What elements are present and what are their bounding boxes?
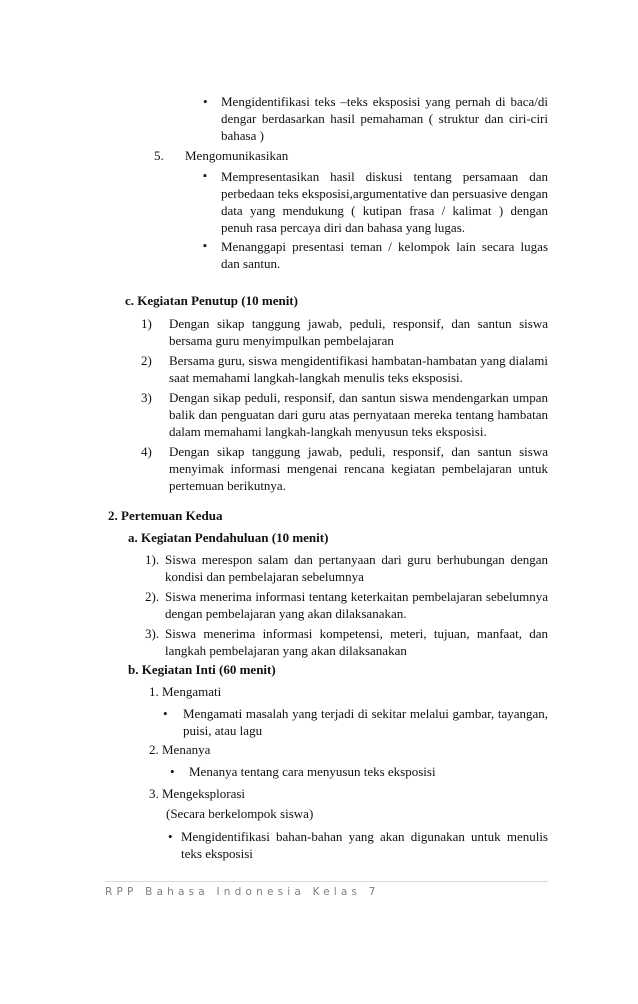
paragraph-line: data yang mendukung ( kutipan frasa / kalimat ) dengan <box>221 203 548 218</box>
paragraph-line: Mengidentifikasi bahan-bahan yang akan digunakan untuk menulis <box>181 829 548 844</box>
paragraph-line: Bersama guru, siswa mengidentifikasi hambatan-hambatan yang dialami <box>169 353 548 368</box>
paragraph-line: dalam memahami langkah-langkah menyusun teks eksposisi. <box>169 424 487 439</box>
paragraph-line: Mempresentasikan hasil diskusi tentang persamaan dan <box>221 169 548 184</box>
list-item-heading: 1. Mengamati <box>149 684 222 699</box>
paragraph-line: dan santun. <box>221 256 281 271</box>
list-number: 5. <box>154 148 164 163</box>
paragraph-line: balik dan penguatan dari guru atas pernyataan mereka tentang hambatan <box>169 407 548 422</box>
footer-divider <box>105 881 548 882</box>
paragraph-line: Siswa merespon salam dan pertanyaan dari guru berhubungan dengan <box>165 552 548 567</box>
paragraph-line: menyimak informasi mengenai rencana kegiatan pembelajaran untuk <box>169 461 548 476</box>
list-number: 2). <box>145 589 160 604</box>
bullet-square-icon: ▪ <box>203 240 207 252</box>
paragraph-line: kondisi dan pembelajaran sebelumnya <box>165 569 364 584</box>
page-footer: RPP Bahasa Indonesia Kelas 7 <box>105 886 380 898</box>
bullet-dot-icon: • <box>203 94 208 109</box>
paragraph-line: pertemuan berikutnya. <box>169 478 286 493</box>
paragraph-line: Siswa menerima informasi kompetensi, meteri, tujuan, manfaat, dan <box>165 626 548 641</box>
paragraph-line: saat memahami langkah-langkah menulis teks eksposisi. <box>169 370 463 385</box>
paragraph-line: Mengidentifikasi teks –teks eksposisi yang pernah di baca/di <box>221 94 548 109</box>
list-number: 1). <box>145 552 160 567</box>
paragraph-line: Mengamati masalah yang terjadi di sekitar melalui gambar, tayangan, <box>183 706 548 721</box>
list-item-heading: Mengomunikasikan <box>185 148 289 163</box>
list-item-heading: 2. Menanya <box>149 742 211 757</box>
paragraph-line: teks eksposisi <box>181 846 253 861</box>
paragraph-line: Menanya tentang cara menyusun teks eksposisi <box>189 764 436 779</box>
paragraph-line: bersama guru menyimpulkan pembelajaran <box>169 333 394 348</box>
paragraph-line: Dengan sikap tanggung jawab, peduli, responsif, dan santun siswa <box>169 316 548 331</box>
list-number: 3). <box>145 626 160 641</box>
paragraph-line: langkah pembelajaran yang akan dilaksanakan <box>165 643 407 658</box>
list-number: 4) <box>141 444 152 459</box>
list-number: 2) <box>141 353 152 368</box>
paragraph-line: perbedaan teks eksposisi,argumentative dan persuasive dengan <box>221 186 548 201</box>
paragraph-line: Dengan sikap peduli, responsif, dan santun siswa mendengarkan umpan <box>169 390 548 405</box>
paragraph-line: (Secara berkelompok siswa) <box>166 806 314 821</box>
paragraph-line: dengar berdasarkan hasil pemahaman ( struktur dan ciri-ciri <box>221 111 548 126</box>
paragraph-line: Dengan sikap tanggung jawab, peduli, responsif, dan santun siswa <box>169 444 548 459</box>
bullet-dot-icon: • <box>170 764 175 779</box>
bullet-square-icon: ▪ <box>203 170 207 182</box>
paragraph-line: Siswa menerima informasi tentang keterkaitan pembelajaran sebelumnya <box>165 589 548 604</box>
section-heading: 2. Pertemuan Kedua <box>108 508 223 523</box>
list-number: 1) <box>141 316 152 331</box>
list-number: 3) <box>141 390 152 405</box>
paragraph-line: dengan pembelajaran yang akan dilaksanakan. <box>165 606 407 621</box>
list-item-heading: 3. Mengeksplorasi <box>149 786 246 801</box>
paragraph-line: puisi, atau lagu <box>183 723 263 738</box>
bullet-dot-icon: • <box>163 706 168 721</box>
subsection-heading: a. Kegiatan Pendahuluan (10 menit) <box>128 530 329 545</box>
subsection-heading: b. Kegiatan Inti (60 menit) <box>128 662 276 677</box>
paragraph-line: bahasa ) <box>221 128 264 143</box>
paragraph-line: penuh rasa percaya diri dan bahasa yang lugas. <box>221 220 466 235</box>
paragraph-line: Menanggapi presentasi teman / kelompok lain secara lugas <box>221 239 548 254</box>
bullet-dot-icon: • <box>168 829 173 844</box>
section-heading: c. Kegiatan Penutup (10 menit) <box>125 293 298 308</box>
